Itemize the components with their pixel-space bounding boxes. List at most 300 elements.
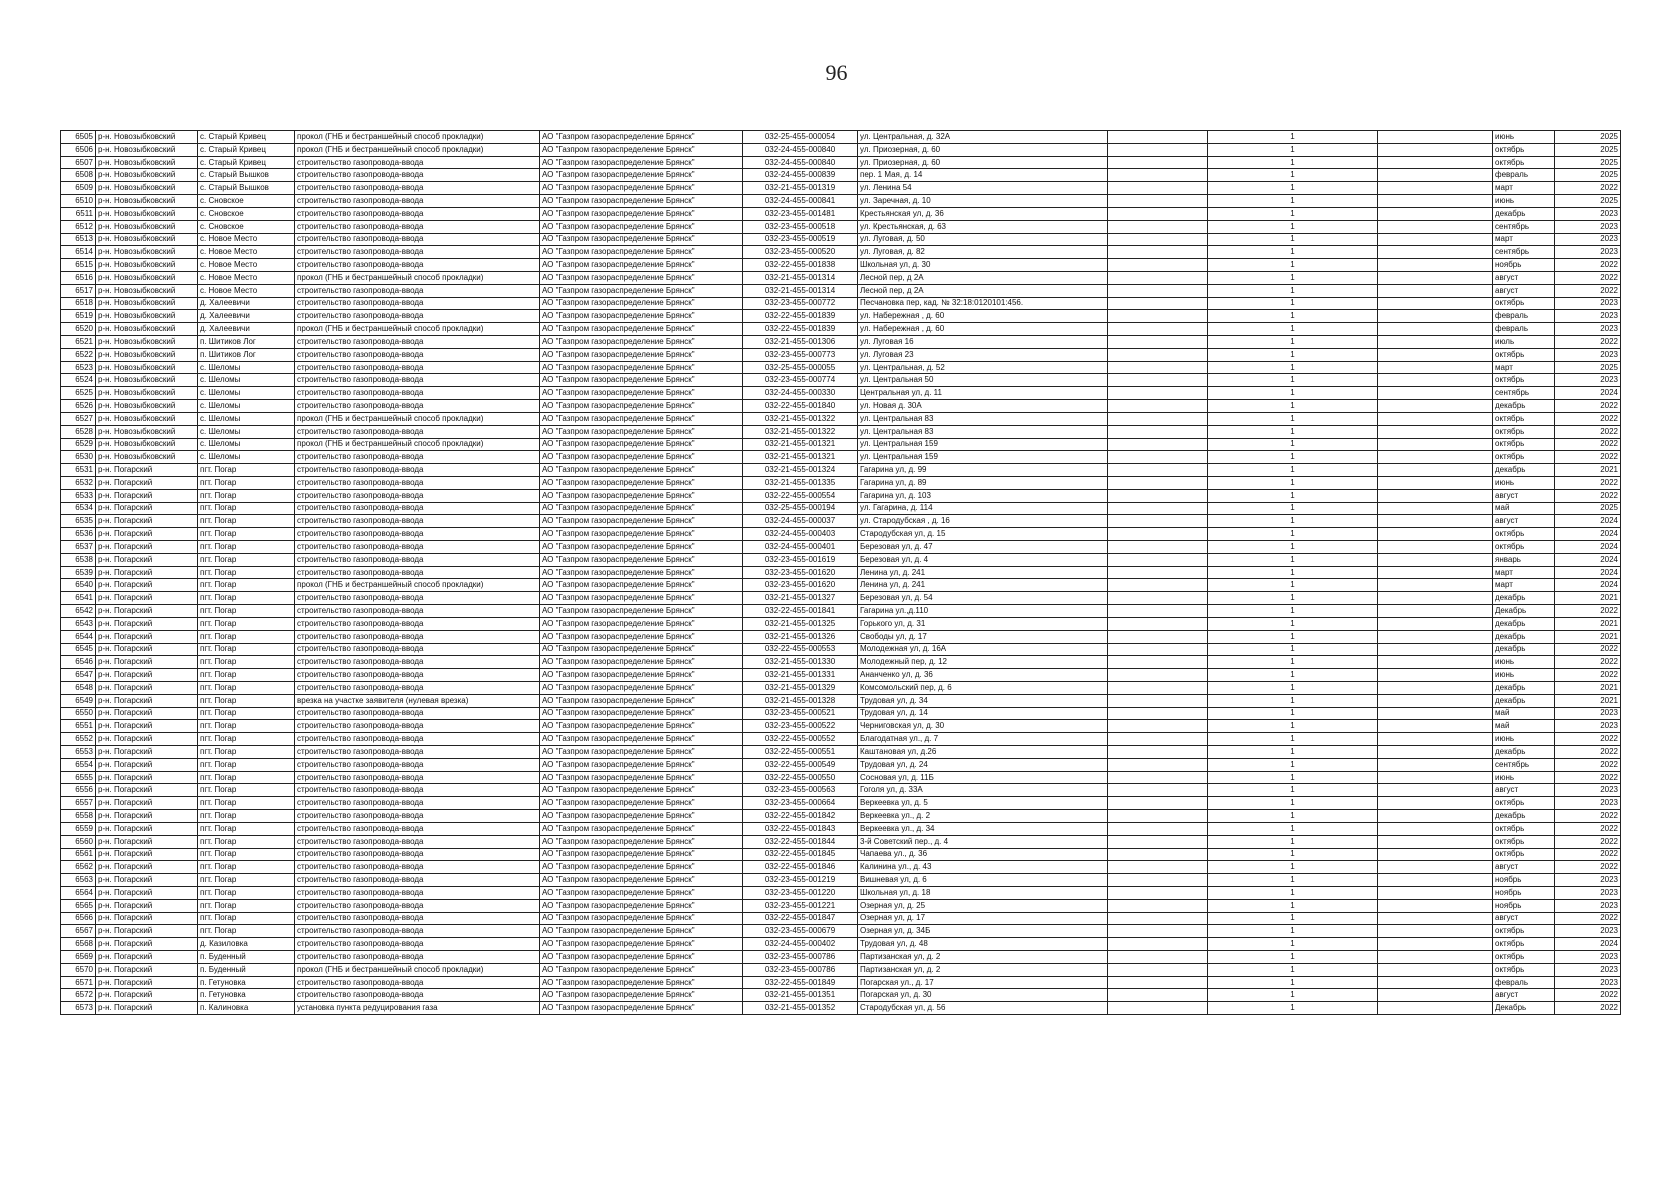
row-number-cell: 6518 (61, 297, 96, 310)
work-type-cell: строительство газопровода-ввода (295, 310, 540, 323)
organization-cell: АО "Газпром газораспределение Брянск" (540, 951, 743, 964)
table-row (61, 592, 1621, 605)
year-cell: 2022 (1555, 861, 1621, 874)
work-type-cell: строительство газопровода-ввода (295, 605, 540, 618)
locality-cell: с. Сновское (198, 207, 295, 220)
work-type-cell: строительство газопровода-ввода (295, 835, 540, 848)
year-cell: 2022 (1555, 989, 1621, 1002)
quantity-cell: 1 (1208, 246, 1378, 259)
work-type-cell: строительство газопровода-ввода (295, 246, 540, 259)
blank-cell-cell (1378, 271, 1493, 284)
organization-cell: АО "Газпром газораспределение Брянск" (540, 156, 743, 169)
row-number-cell: 6513 (61, 233, 96, 246)
work-type-cell: строительство газопровода-ввода (295, 502, 540, 515)
blank-cell-cell (1108, 233, 1208, 246)
address-cell: Гагарина ул, д. 103 (858, 489, 1108, 502)
address-cell: Черниговская ул, д. 30 (858, 720, 1108, 733)
month-cell: июнь (1493, 476, 1555, 489)
request-number-cell: 032-22-455-000550 (743, 771, 858, 784)
request-number-cell: 032-21-455-001325 (743, 617, 858, 630)
blank-cell-cell (1378, 182, 1493, 195)
address-cell: Песчановка пер, кад. № 32:18:0120101:456. (858, 297, 1108, 310)
quantity-cell: 1 (1208, 169, 1378, 182)
blank-cell-cell (1378, 143, 1493, 156)
row-number-cell: 6545 (61, 643, 96, 656)
work-type-cell: строительство газопровода-ввода (295, 733, 540, 746)
locality-cell: д. Халеевичи (198, 297, 295, 310)
month-cell: октябрь (1493, 348, 1555, 361)
year-cell: 2023 (1555, 899, 1621, 912)
table-row (61, 310, 1621, 323)
blank-cell-cell (1108, 271, 1208, 284)
organization-cell: АО "Газпром газораспределение Брянск" (540, 220, 743, 233)
year-cell: 2023 (1555, 797, 1621, 810)
blank-cell-cell (1108, 963, 1208, 976)
request-number-cell: 032-23-455-000521 (743, 707, 858, 720)
district-cell: р-н. Погарский (96, 899, 198, 912)
blank-cell-cell (1108, 502, 1208, 515)
blank-cell-cell (1378, 374, 1493, 387)
row-number-cell: 6531 (61, 464, 96, 477)
table-row (61, 810, 1621, 823)
table-row (61, 925, 1621, 938)
work-type-cell: строительство газопровода-ввода (295, 156, 540, 169)
table-row (61, 605, 1621, 618)
blank-cell-cell (1108, 669, 1208, 682)
blank-cell-cell (1108, 259, 1208, 272)
address-cell: Школьная ул, д. 30 (858, 259, 1108, 272)
table-row (61, 707, 1621, 720)
year-cell: 2023 (1555, 220, 1621, 233)
quantity-cell: 1 (1208, 361, 1378, 374)
locality-cell: с. Старый Кривец (198, 143, 295, 156)
blank-cell-cell (1378, 541, 1493, 554)
year-cell: 2024 (1555, 566, 1621, 579)
locality-cell: п. Шитиков Лог (198, 348, 295, 361)
table-row (61, 489, 1621, 502)
address-cell: Лесной пер, д 2А (858, 284, 1108, 297)
request-number-cell: 032-22-455-001843 (743, 822, 858, 835)
work-type-cell: строительство газопровода-ввода (295, 822, 540, 835)
address-cell: ул. Центральная 159 (858, 438, 1108, 451)
locality-cell: пгт. Погар (198, 681, 295, 694)
address-cell: ул. Приозерная, д. 60 (858, 143, 1108, 156)
row-number-cell: 6547 (61, 669, 96, 682)
blank-cell-cell (1378, 348, 1493, 361)
blank-cell-cell (1108, 515, 1208, 528)
request-number-cell: 032-22-455-000553 (743, 643, 858, 656)
month-cell: октябрь (1493, 451, 1555, 464)
blank-cell-cell (1378, 361, 1493, 374)
work-type-cell: строительство газопровода-ввода (295, 361, 540, 374)
quantity-cell: 1 (1208, 476, 1378, 489)
work-type-cell: строительство газопровода-ввода (295, 553, 540, 566)
work-type-cell: строительство газопровода-ввода (295, 630, 540, 643)
blank-cell-cell (1378, 400, 1493, 413)
request-number-cell: 032-23-455-000520 (743, 246, 858, 259)
row-number-cell: 6561 (61, 848, 96, 861)
blank-cell-cell (1378, 451, 1493, 464)
work-type-cell: строительство газопровода-ввода (295, 746, 540, 759)
month-cell: октябрь (1493, 835, 1555, 848)
address-cell: Калинина ул., д. 43 (858, 861, 1108, 874)
month-cell: октябрь (1493, 425, 1555, 438)
month-cell: февраль (1493, 310, 1555, 323)
locality-cell: пгт. Погар (198, 810, 295, 823)
request-number-cell: 032-22-455-000554 (743, 489, 858, 502)
row-number-cell: 6525 (61, 387, 96, 400)
table-row (61, 476, 1621, 489)
blank-cell-cell (1108, 156, 1208, 169)
blank-cell-cell (1378, 771, 1493, 784)
locality-cell: пгт. Погар (198, 720, 295, 733)
request-number-cell: 032-21-455-001331 (743, 669, 858, 682)
row-number-cell: 6541 (61, 592, 96, 605)
request-number-cell: 032-21-455-001328 (743, 694, 858, 707)
request-number-cell: 032-23-455-000522 (743, 720, 858, 733)
table-row (61, 438, 1621, 451)
address-cell: Лесной пер, д 2А (858, 271, 1108, 284)
district-cell: р-н. Новозыбковский (96, 336, 198, 349)
address-cell: ул. Стародубская , д. 16 (858, 515, 1108, 528)
year-cell: 2021 (1555, 464, 1621, 477)
table-row (61, 822, 1621, 835)
month-cell: октябрь (1493, 822, 1555, 835)
district-cell: р-н. Погарский (96, 643, 198, 656)
quantity-cell: 1 (1208, 553, 1378, 566)
organization-cell: АО "Газпром газораспределение Брянск" (540, 246, 743, 259)
table-row (61, 886, 1621, 899)
organization-cell: АО "Газпром газораспределение Брянск" (540, 605, 743, 618)
address-cell: ул. Центральная 83 (858, 412, 1108, 425)
blank-cell-cell (1108, 387, 1208, 400)
table-row (61, 246, 1621, 259)
blank-cell-cell (1378, 336, 1493, 349)
blank-cell-cell (1378, 259, 1493, 272)
month-cell: август (1493, 912, 1555, 925)
address-cell: Озерная ул, д. 34Б (858, 925, 1108, 938)
quantity-cell: 1 (1208, 963, 1378, 976)
request-number-cell: 032-21-455-001322 (743, 425, 858, 438)
work-type-cell: прокол (ГНБ и бестраншейный способ прокладки) (295, 438, 540, 451)
blank-cell-cell (1108, 605, 1208, 618)
work-type-cell: строительство газопровода-ввода (295, 374, 540, 387)
blank-cell-cell (1108, 643, 1208, 656)
district-cell: р-н. Новозыбковский (96, 348, 198, 361)
blank-cell-cell (1378, 169, 1493, 182)
quantity-cell: 1 (1208, 451, 1378, 464)
year-cell: 2023 (1555, 323, 1621, 336)
organization-cell: АО "Газпром газораспределение Брянск" (540, 489, 743, 502)
district-cell: р-н. Погарский (96, 848, 198, 861)
locality-cell: с. Шеломы (198, 374, 295, 387)
blank-cell-cell (1108, 451, 1208, 464)
address-cell: Ленина ул, д. 241 (858, 579, 1108, 592)
work-type-cell: строительство газопровода-ввода (295, 925, 540, 938)
organization-cell: АО "Газпром газораспределение Брянск" (540, 553, 743, 566)
work-type-cell: строительство газопровода-ввода (295, 784, 540, 797)
district-cell: р-н. Погарский (96, 579, 198, 592)
row-number-cell: 6532 (61, 476, 96, 489)
month-cell: декабрь (1493, 592, 1555, 605)
row-number-cell: 6511 (61, 207, 96, 220)
row-number-cell: 6551 (61, 720, 96, 733)
address-cell: Березовая ул, д. 47 (858, 541, 1108, 554)
organization-cell: АО "Газпром газораспределение Брянск" (540, 233, 743, 246)
month-cell: июнь (1493, 131, 1555, 144)
table-row (61, 259, 1621, 272)
locality-cell: с. Шеломы (198, 451, 295, 464)
year-cell: 2023 (1555, 720, 1621, 733)
district-cell: р-н. Новозыбковский (96, 207, 198, 220)
address-cell: Ананченко ул, д. 36 (858, 669, 1108, 682)
request-number-cell: 032-21-455-001352 (743, 1002, 858, 1015)
blank-cell-cell (1108, 464, 1208, 477)
organization-cell: АО "Газпром газораспределение Брянск" (540, 899, 743, 912)
address-cell: Веркеевка ул., д. 2 (858, 810, 1108, 823)
district-cell: р-н. Погарский (96, 541, 198, 554)
work-type-cell: строительство газопровода-ввода (295, 566, 540, 579)
organization-cell: АО "Газпром газораспределение Брянск" (540, 707, 743, 720)
year-cell: 2022 (1555, 656, 1621, 669)
address-cell: Свободы ул, д. 17 (858, 630, 1108, 643)
work-type-cell: строительство газопровода-ввода (295, 643, 540, 656)
row-number-cell: 6519 (61, 310, 96, 323)
request-number-cell: 032-23-455-000773 (743, 348, 858, 361)
address-cell: ул. Луговая, д. 50 (858, 233, 1108, 246)
row-number-cell: 6524 (61, 374, 96, 387)
district-cell: р-н. Погарский (96, 502, 198, 515)
organization-cell: АО "Газпром газораспределение Брянск" (540, 207, 743, 220)
quantity-cell: 1 (1208, 656, 1378, 669)
locality-cell: пгт. Погар (198, 476, 295, 489)
blank-cell-cell (1378, 553, 1493, 566)
blank-cell-cell (1108, 400, 1208, 413)
district-cell: р-н. Новозыбковский (96, 297, 198, 310)
month-cell: февраль (1493, 323, 1555, 336)
address-cell: Гоголя ул, д. 33А (858, 784, 1108, 797)
month-cell: январь (1493, 553, 1555, 566)
blank-cell-cell (1378, 438, 1493, 451)
year-cell: 2023 (1555, 925, 1621, 938)
organization-cell: АО "Газпром газораспределение Брянск" (540, 374, 743, 387)
quantity-cell: 1 (1208, 284, 1378, 297)
row-number-cell: 6523 (61, 361, 96, 374)
address-cell: Молодежная ул, д. 16А (858, 643, 1108, 656)
row-number-cell: 6515 (61, 259, 96, 272)
district-cell: р-н. Новозыбковский (96, 425, 198, 438)
year-cell: 2023 (1555, 348, 1621, 361)
table-row (61, 464, 1621, 477)
district-cell: р-н. Погарский (96, 861, 198, 874)
work-type-cell: строительство газопровода-ввода (295, 220, 540, 233)
address-cell: Гагарина ул.,д.110 (858, 605, 1108, 618)
organization-cell: АО "Газпром газораспределение Брянск" (540, 271, 743, 284)
blank-cell-cell (1108, 489, 1208, 502)
locality-cell: с. Новое Место (198, 246, 295, 259)
table-row (61, 131, 1621, 144)
table-row (61, 861, 1621, 874)
locality-cell: пгт. Погар (198, 566, 295, 579)
address-cell: Горького ул, д. 31 (858, 617, 1108, 630)
request-number-cell: 032-23-455-000679 (743, 925, 858, 938)
address-cell: Ленина ул, д. 241 (858, 566, 1108, 579)
table-row (61, 297, 1621, 310)
blank-cell-cell (1108, 143, 1208, 156)
address-cell: ул. Центральная, д. 52 (858, 361, 1108, 374)
work-type-cell: строительство газопровода-ввода (295, 989, 540, 1002)
request-number-cell: 032-25-455-000054 (743, 131, 858, 144)
district-cell: р-н. Новозыбковский (96, 195, 198, 208)
table-row (61, 374, 1621, 387)
year-cell: 2023 (1555, 874, 1621, 887)
district-cell: р-н. Погарский (96, 592, 198, 605)
organization-cell: АО "Газпром газораспределение Брянск" (540, 989, 743, 1002)
address-cell: Березовая ул, д. 54 (858, 592, 1108, 605)
quantity-cell: 1 (1208, 886, 1378, 899)
year-cell: 2022 (1555, 259, 1621, 272)
month-cell: декабрь (1493, 207, 1555, 220)
organization-cell: АО "Газпром газораспределение Брянск" (540, 451, 743, 464)
gasification-table (60, 130, 1621, 1015)
quantity-cell: 1 (1208, 502, 1378, 515)
request-number-cell: 032-25-455-000194 (743, 502, 858, 515)
quantity-cell: 1 (1208, 566, 1378, 579)
year-cell: 2021 (1555, 617, 1621, 630)
table-row (61, 797, 1621, 810)
row-number-cell: 6534 (61, 502, 96, 515)
row-number-cell: 6555 (61, 771, 96, 784)
row-number-cell: 6535 (61, 515, 96, 528)
month-cell: июнь (1493, 195, 1555, 208)
table-row (61, 758, 1621, 771)
work-type-cell: строительство газопровода-ввода (295, 861, 540, 874)
address-cell: ул. Набережная , д. 60 (858, 323, 1108, 336)
address-cell: 3-й Советский пер., д. 4 (858, 835, 1108, 848)
address-cell: ул. Центральная 50 (858, 374, 1108, 387)
request-number-cell: 032-21-455-001322 (743, 412, 858, 425)
month-cell: август (1493, 284, 1555, 297)
table-row (61, 271, 1621, 284)
request-number-cell: 032-24-455-000403 (743, 528, 858, 541)
month-cell: декабрь (1493, 681, 1555, 694)
work-type-cell: строительство газопровода-ввода (295, 476, 540, 489)
request-number-cell: 032-21-455-001330 (743, 656, 858, 669)
work-type-cell: строительство газопровода-ввода (295, 592, 540, 605)
district-cell: р-н. Новозыбковский (96, 169, 198, 182)
year-cell: 2023 (1555, 707, 1621, 720)
row-number-cell: 6536 (61, 528, 96, 541)
year-cell: 2023 (1555, 207, 1621, 220)
district-cell: р-н. Погарский (96, 630, 198, 643)
month-cell: октябрь (1493, 374, 1555, 387)
table-row (61, 989, 1621, 1002)
locality-cell: с. Шеломы (198, 400, 295, 413)
row-number-cell: 6538 (61, 553, 96, 566)
quantity-cell: 1 (1208, 707, 1378, 720)
blank-cell-cell (1108, 694, 1208, 707)
blank-cell-cell (1108, 579, 1208, 592)
district-cell: р-н. Новозыбковский (96, 233, 198, 246)
district-cell: р-н. Новозыбковский (96, 323, 198, 336)
district-cell: р-н. Погарский (96, 822, 198, 835)
request-number-cell: 032-24-455-000839 (743, 169, 858, 182)
blank-cell-cell (1108, 553, 1208, 566)
table-body (61, 131, 1621, 1015)
organization-cell: АО "Газпром газораспределение Брянск" (540, 681, 743, 694)
address-cell: Озерная ул, д. 17 (858, 912, 1108, 925)
blank-cell-cell (1108, 297, 1208, 310)
address-cell: Веркеевка ул., д. 34 (858, 822, 1108, 835)
quantity-cell: 1 (1208, 464, 1378, 477)
blank-cell-cell (1108, 182, 1208, 195)
blank-cell-cell (1108, 784, 1208, 797)
district-cell: р-н. Новозыбковский (96, 361, 198, 374)
blank-cell-cell (1378, 233, 1493, 246)
year-cell: 2024 (1555, 938, 1621, 951)
year-cell: 2025 (1555, 156, 1621, 169)
blank-cell-cell (1108, 681, 1208, 694)
quantity-cell: 1 (1208, 515, 1378, 528)
organization-cell: АО "Газпром газораспределение Брянск" (540, 464, 743, 477)
locality-cell: с. Сновское (198, 195, 295, 208)
quantity-cell: 1 (1208, 182, 1378, 195)
month-cell: февраль (1493, 976, 1555, 989)
address-cell: Озерная ул, д. 25 (858, 899, 1108, 912)
request-number-cell: 032-22-455-000551 (743, 746, 858, 759)
organization-cell: АО "Газпром газораспределение Брянск" (540, 400, 743, 413)
address-cell: Гагарина ул, д. 99 (858, 464, 1108, 477)
address-cell: Комсомольский пер, д. 6 (858, 681, 1108, 694)
table-row (61, 169, 1621, 182)
blank-cell-cell (1108, 707, 1208, 720)
work-type-cell: прокол (ГНБ и бестраншейный способ прокладки) (295, 271, 540, 284)
work-type-cell: строительство газопровода-ввода (295, 886, 540, 899)
row-number-cell: 6517 (61, 284, 96, 297)
blank-cell-cell (1378, 733, 1493, 746)
row-number-cell: 6558 (61, 810, 96, 823)
month-cell: сентябрь (1493, 246, 1555, 259)
quantity-cell: 1 (1208, 797, 1378, 810)
work-type-cell: строительство газопровода-ввода (295, 951, 540, 964)
quantity-cell: 1 (1208, 720, 1378, 733)
month-cell: ноябрь (1493, 899, 1555, 912)
table-row (61, 733, 1621, 746)
year-cell: 2022 (1555, 835, 1621, 848)
district-cell: р-н. Погарский (96, 835, 198, 848)
locality-cell: п. Буденный (198, 963, 295, 976)
year-cell: 2022 (1555, 489, 1621, 502)
table-row (61, 694, 1621, 707)
table-row (61, 630, 1621, 643)
row-number-cell: 6508 (61, 169, 96, 182)
blank-cell-cell (1108, 835, 1208, 848)
work-type-cell: строительство газопровода-ввода (295, 758, 540, 771)
month-cell: июнь (1493, 771, 1555, 784)
district-cell: р-н. Погарский (96, 874, 198, 887)
blank-cell-cell (1108, 720, 1208, 733)
quantity-cell: 1 (1208, 874, 1378, 887)
locality-cell: с. Старый Вышков (198, 169, 295, 182)
blank-cell-cell (1108, 886, 1208, 899)
blank-cell-cell (1378, 989, 1493, 1002)
organization-cell: АО "Газпром газораспределение Брянск" (540, 169, 743, 182)
organization-cell: АО "Газпром газораспределение Брянск" (540, 297, 743, 310)
year-cell: 2021 (1555, 694, 1621, 707)
locality-cell: пгт. Погар (198, 835, 295, 848)
row-number-cell: 6568 (61, 938, 96, 951)
address-cell: Стародубская ул, д. 15 (858, 528, 1108, 541)
